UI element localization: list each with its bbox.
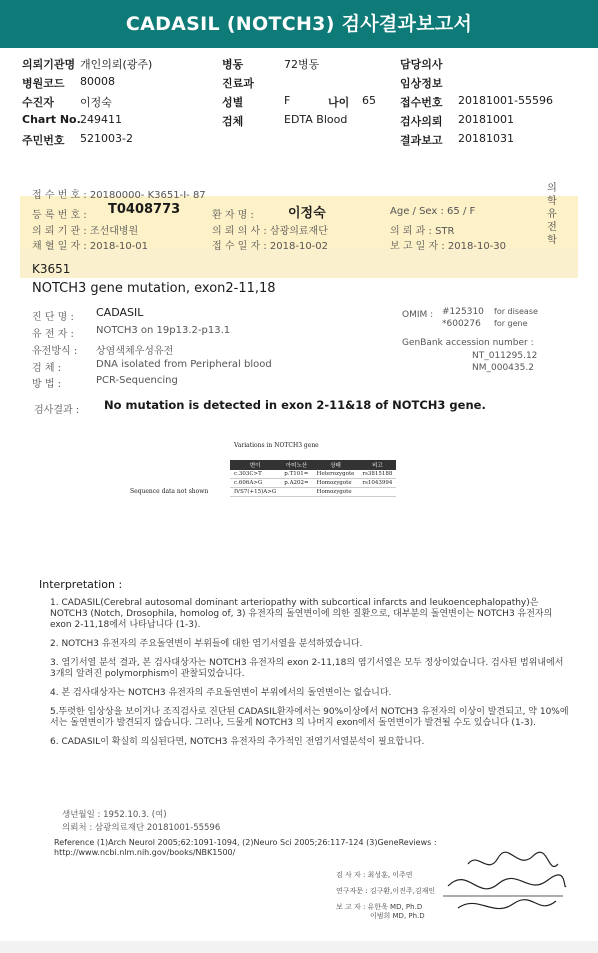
receipt-number: 접 수 번 호 : 20180000- K3651-I- 87: [32, 190, 206, 201]
table-cell: IVS7(+15)A>G: [230, 488, 280, 497]
interpretation-title: Interpretation :: [39, 578, 123, 591]
stamp-char: 학: [547, 196, 557, 207]
table-header-row: [230, 460, 396, 470]
omim-disease-note: for disease: [494, 307, 538, 316]
registration-label: 등 록 번 호 :: [32, 210, 87, 221]
diagnosis-value: CADASIL: [96, 306, 144, 319]
table-cell: c.606A>G: [230, 479, 280, 488]
table-cell: rs1043994: [358, 479, 396, 488]
omim-label: OMIM :: [402, 310, 434, 320]
info-row: [22, 113, 582, 132]
table-row: [230, 488, 396, 497]
department-stamp: [545, 182, 559, 247]
genbank-label: GenBank accession number :: [402, 338, 534, 348]
column-header: 비고: [358, 460, 396, 470]
omim-gene-note: for gene: [494, 319, 528, 328]
info-label: 의뢰기관명: [22, 58, 76, 71]
patient-name: 이정숙: [288, 206, 326, 221]
interpretation-item: 6. CADASIL이 확실히 의심된다면, NOTCH3 유전자의 추가적인 전염기서열분석이 필요합니다.: [50, 737, 425, 747]
stamp-char: 학: [547, 235, 557, 246]
info-label: 진료과: [222, 77, 254, 90]
info-label: 병동: [222, 58, 244, 71]
variations-title: Variations in NOTCH3 gene: [234, 442, 319, 449]
column-header: 아미노산: [280, 460, 312, 470]
info-value: 개인의뢰(광주): [80, 58, 153, 71]
result-label: 검사결과 :: [34, 405, 80, 416]
info-value: 72병동: [284, 58, 320, 71]
age-sex: Age / Sex : 65 / F: [390, 206, 476, 217]
birth-date: 생년월일 : 1952.10.3. (여): [62, 810, 167, 820]
column-header: 변이: [230, 460, 280, 470]
referring-dept: 의 뢰 과 : STR: [390, 226, 455, 237]
info-label: Chart No.: [22, 113, 81, 126]
interpretation-item: 3. 염기서열 분석 결과, 본 검사대상자는 NOTCH3 유전자의 exon 2-11,18의 염기서열은 모두 정상이었습니다. 검사된 범위내에서 3개의 알려진 polymorphism이 관찰되었습니다.: [50, 658, 564, 679]
gene-label: 유 전 자 :: [32, 329, 74, 340]
genbank-nm: NM_000435.2: [472, 363, 534, 373]
interpretation-item: 5.뚜렷한 임상상을 보이거나 조직검사로 진단된 CADASIL환자에서는 90%이상에서 NOTCH3 유전자의 이상이 발견되고, 약 10%에서는 돌연변이가 발견되지 않습니다. 그러나, 드물게 NOTCH3 의 나머지 exon에서 돌연변이가 발견될 수도 있습니다 (1-3).: [50, 707, 569, 728]
references: Reference (1)Arch Neurol 2005;62:1091-1094, (2)Neuro Sci 2005;26:117-124 (3)GeneReviews : http://www.ncbi.nlm.nih.gov/books/NBK1500/: [54, 838, 437, 857]
table-cell: Homozygote: [313, 479, 359, 488]
gene-value: NOTCH3 on 19p13.2-p13.1: [96, 325, 231, 336]
info-label: 성별: [222, 96, 244, 109]
sequence-note: Sequence data not shown: [130, 488, 209, 495]
inheritance-value: 상염색체우성유전: [96, 346, 174, 357]
stamp-char: 의: [547, 183, 557, 194]
researcher: 연구자문 : 김구환,이진주,김재인: [336, 887, 436, 895]
info-row: [22, 56, 582, 75]
info-row: [22, 132, 582, 151]
table-cell: Homozygote: [313, 488, 359, 497]
specimen-label: 검 체 :: [32, 363, 62, 374]
info-label: 수진자: [22, 96, 54, 109]
patient-info-block: [22, 56, 582, 151]
table-row: [230, 470, 396, 479]
info-value: 521003-2: [80, 132, 133, 145]
scanned-report: [20, 170, 578, 940]
interpretation-item: 2. NOTCH3 유전자의 주요돌연변이 부위들에 대한 염기서열을 분석하였습니다.: [50, 639, 363, 649]
info-value: 20181001: [458, 113, 514, 126]
info-label: 접수번호: [400, 96, 443, 109]
stamp-char: 유: [547, 209, 557, 220]
info-label: 주민번호: [22, 134, 65, 147]
info-label: 검체: [222, 115, 244, 128]
signature: [438, 846, 568, 926]
receive-date: 접 수 일 자 : 2018-10-02: [212, 241, 329, 252]
column-header: 상태: [313, 460, 359, 470]
table-cell: [280, 488, 312, 497]
interpretation-item: 1. CADASIL(Cerebral autosomal dominant arteriopathy with subcortical infarcts and leukoencephalopathy)은 NOTCH3 (Notch, Drosophila, homolog of, 3) 유전자의 돌연변이에 의한 질환으로, 대부분의 돌연변이는 NOTCH3 유전자의 exon 2-11,18에서 나타납니다 (1-3).: [50, 598, 553, 630]
interpretation-list: [50, 598, 570, 756]
info-row: [22, 94, 582, 113]
info-label: 결과보고: [400, 134, 443, 147]
patient-name-label: 환 자 명 :: [212, 210, 254, 221]
inheritance-label: 유전방식 :: [32, 346, 78, 357]
genbank-nt: NT_011295.12: [472, 351, 538, 361]
info-label: 병원코드: [22, 77, 65, 90]
examiner: 검 사 자 : 최성훈, 이주연: [336, 871, 413, 879]
highlight-band-2: [20, 248, 578, 278]
omim-disease: #125310: [442, 307, 484, 317]
info-value: 이정숙: [80, 96, 112, 109]
reporter-2: 이범희 MD, Ph.D: [370, 912, 425, 920]
referrer: 의뢰처 : 삼광의료재단 20181001-55596: [62, 823, 221, 833]
variations-table: [230, 460, 396, 497]
info-value: 249411: [80, 113, 122, 126]
info-label: 임상정보: [400, 77, 443, 90]
info-label: 담당의사: [400, 58, 443, 71]
info-value: EDTA Blood: [284, 113, 348, 126]
specimen-value: DNA isolated from Peripheral blood: [96, 359, 272, 370]
stamp-char: 전: [547, 222, 557, 233]
referring-doctor: 의 뢰 의 사 : 삼광의료재단: [212, 226, 328, 237]
collection-date: 채 혈 일 자 : 2018-10-01: [32, 241, 149, 252]
test-name: NOTCH3 gene mutation, exon2-11,18: [32, 281, 276, 296]
method-value: PCR-Sequencing: [96, 375, 178, 386]
info-value: 80008: [80, 75, 115, 88]
info-value: F: [284, 94, 291, 107]
info-label: 검사의뢰: [400, 115, 443, 128]
table-cell: p.A202=: [280, 479, 312, 488]
diagnosis-label: 진 단 명 :: [32, 312, 74, 323]
omim-gene: *600276: [442, 319, 481, 329]
institution: 의 뢰 기 관 : 조선대병원: [32, 226, 139, 237]
report-date: 보 고 일 자 : 2018-10-30: [390, 241, 507, 252]
info-row: [22, 75, 582, 94]
reporter: 보 고 자 : 유한욱 MD, Ph.D: [336, 903, 423, 911]
table-cell: [358, 488, 396, 497]
age-value: 65: [362, 94, 376, 107]
interpretation-item: 4. 본 검사대상자는 NOTCH3 유전자의 주요돌연변이 부위에서의 돌연변이는 없습니다.: [50, 688, 392, 698]
table-cell: p.T101=: [280, 470, 312, 479]
age-label: 나이: [328, 96, 350, 109]
info-value: 20181031: [458, 132, 514, 145]
info-value: 20181001-55596: [458, 94, 553, 107]
footer-bar: [0, 941, 598, 953]
report-title: CADASIL (NOTCH3) 검사결과보고서: [0, 0, 598, 48]
registration-number: T0408773: [108, 202, 181, 217]
result-value: No mutation is detected in exon 2-11&18 of NOTCH3 gene.: [104, 398, 486, 412]
table-cell: c.303C>T: [230, 470, 280, 479]
method-label: 방 법 :: [32, 379, 62, 390]
table-cell: Heterozygote: [313, 470, 359, 479]
table-row: [230, 479, 396, 488]
test-code: K3651: [32, 262, 71, 276]
table-cell: rs3815188: [358, 470, 396, 479]
